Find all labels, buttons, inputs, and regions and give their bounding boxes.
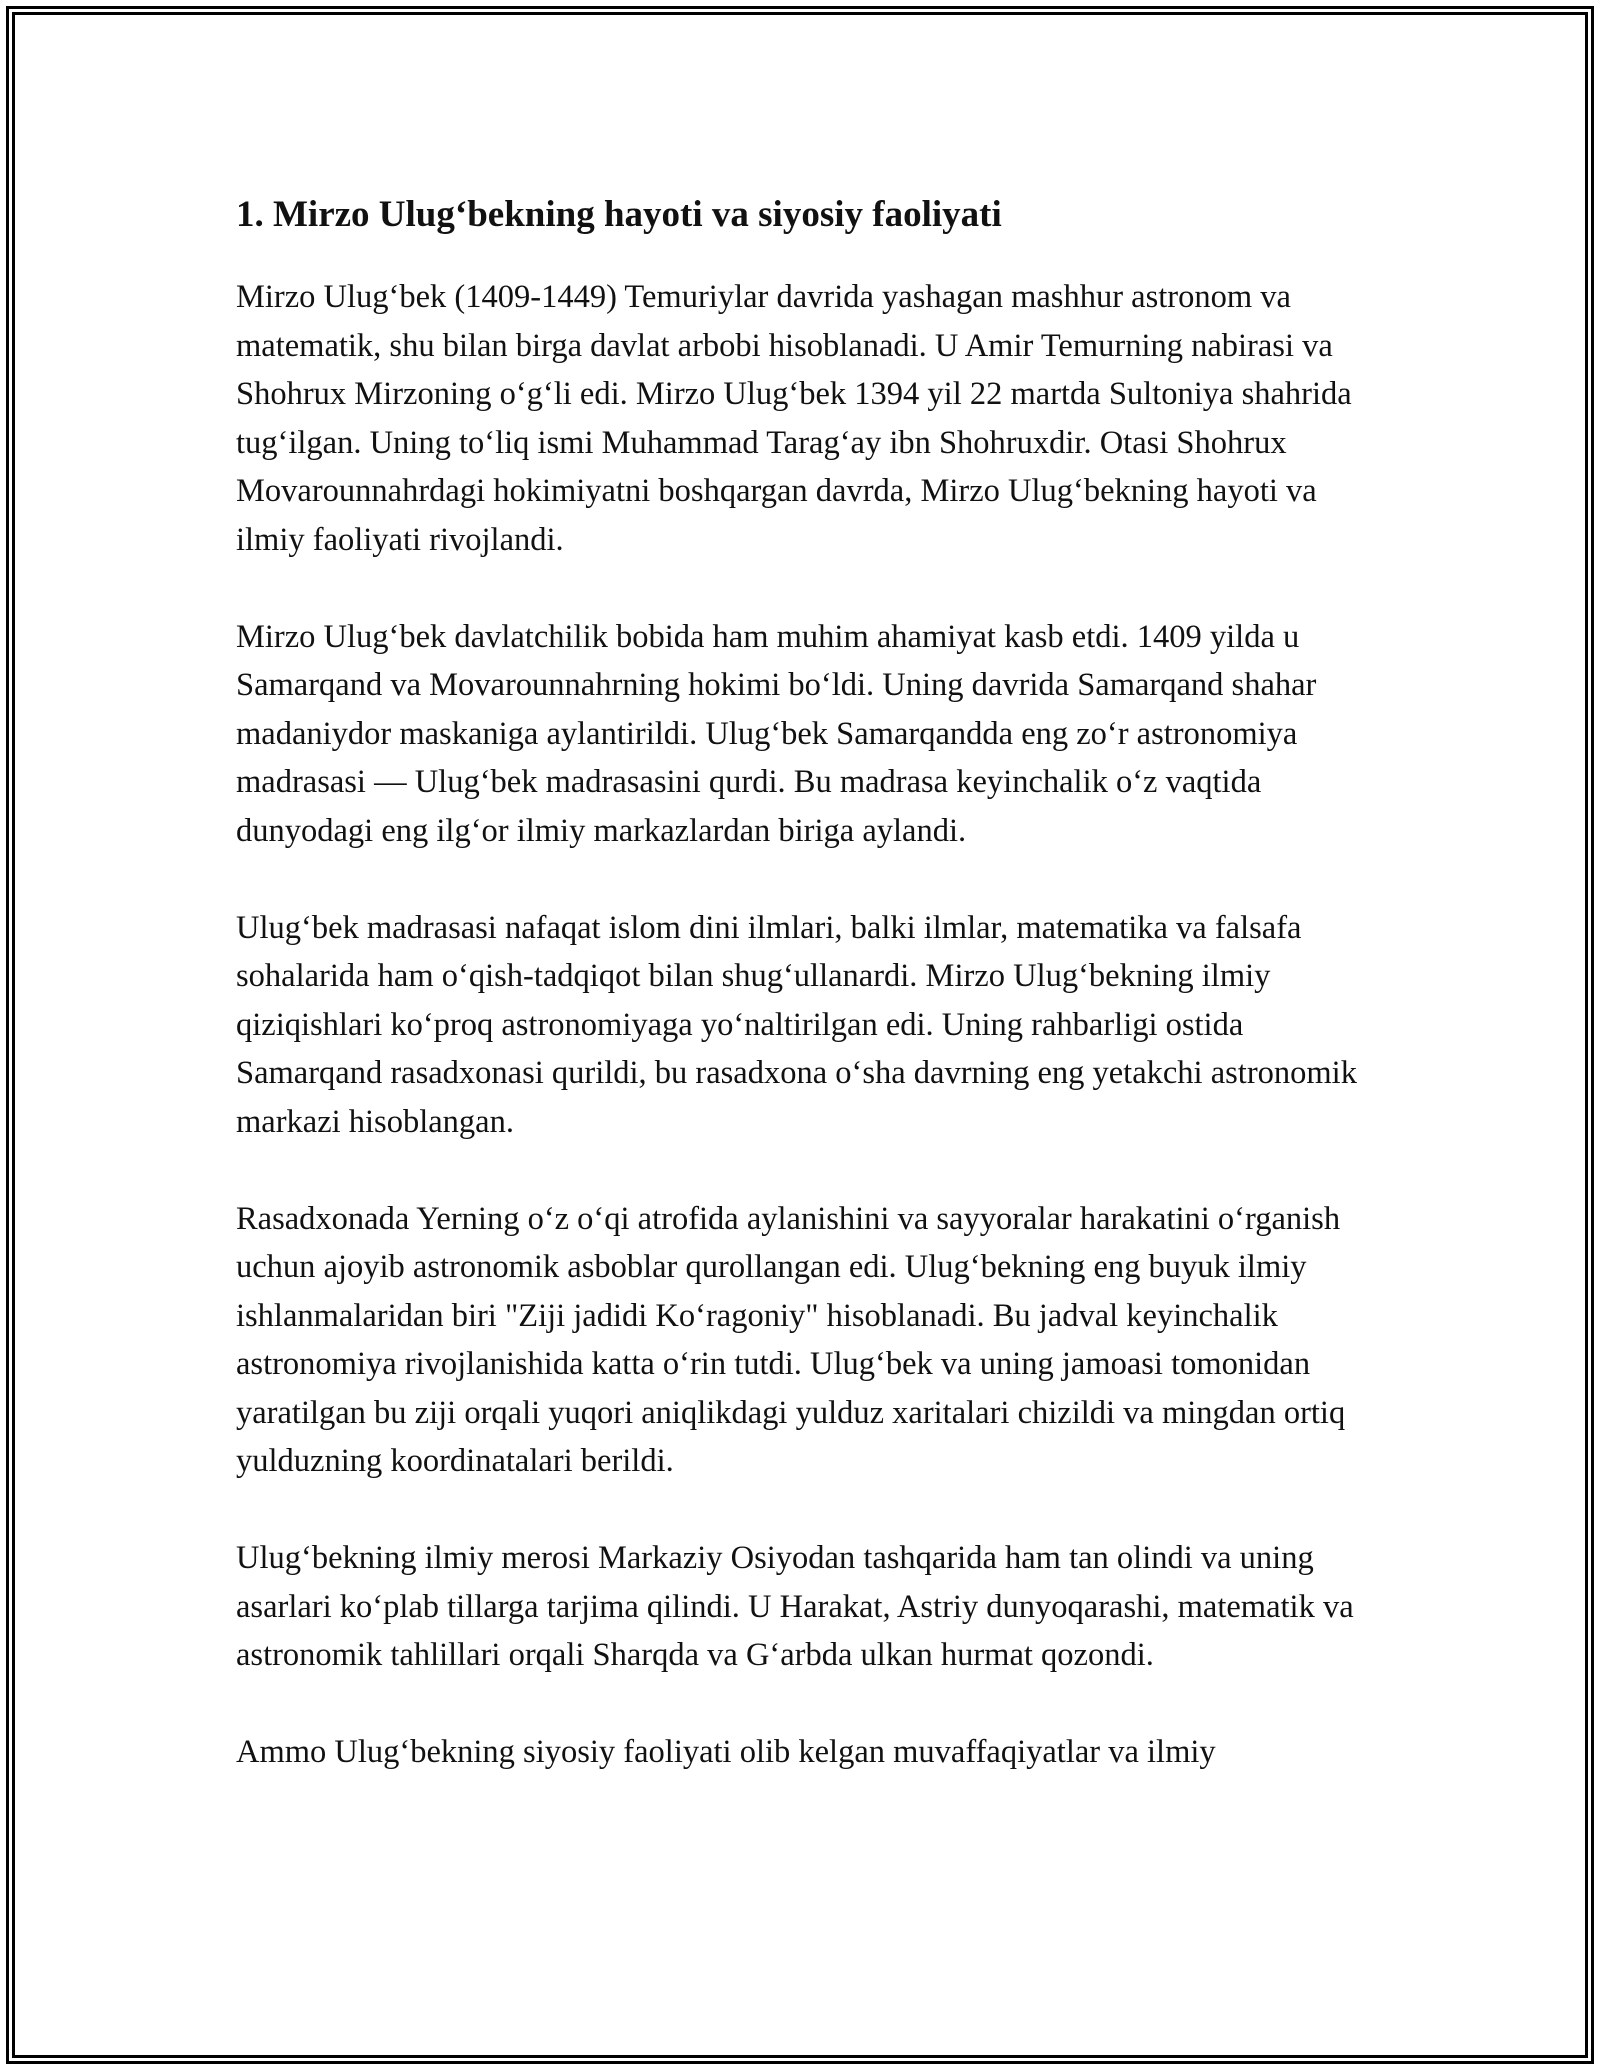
- paragraph: Rasadxonada Yerning o‘z o‘qi atrofida aylanishini va sayyoralar harakatini o‘rganish uchun ajoyib astronomik asboblar qurollangan edi. Ulug‘bekning eng buyuk ilmiy ishlanmalaridan biri "Ziji jadidi Ko‘ragoniy" hisoblanadi. Bu jadval keyinchalik astronomiya rivojlanishida katta o‘rin tutdi. Ulug‘bek va uning jamoasi tomonidan yaratilgan bu ziji orqali yuqori aniqlikdagi yulduz xaritalari chizildi va mingdan ortiq yulduzning koordinatalari berildi.: [236, 1200, 1346, 1479]
- paragraph: Mirzo Ulug‘bek davlatchilik bobida ham muhim ahamiyat kasb etdi. 1409 yilda u Samarqand va Movarounnahrning hokimi bo‘ldi. Uning davrida Samarqand shahar madaniydor maskaniga aylantirildi. Ulug‘bek Samarqandda eng zo‘r astronomiya madrasasi — Ulug‘bek madrasasini qurdi. Bu madrasa keyinchalik o‘z vaqtida dunyodagi eng ilg‘or ilmiy markazlardan biriga aylandi.: [236, 618, 1317, 849]
- paragraph: Mirzo Ulug‘bek (1409-1449) Temuriylar davrida yashagan mashhur astronom va matematik, shu bilan birga davlat arbobi hisoblanadi. U Amir Temurning nabirasi va Shohrux Mirzoning o‘g‘li edi. Mirzo Ulug‘bek 1394 yil 22 martda Sultoniya shahrida tug‘ilgan. Uning to‘liq ismi Muhammad Tarag‘ay ibn Shohruxdir. Otasi Shohrux Movarounnahrdagi hokimiyatni boshqargan davrda, Mirzo Ulug‘bekning hayoti va ilmiy faoliyati rivojlandi.: [236, 279, 1352, 558]
- section-heading: 1. Mirzo Ulug‘bekning hayoti va siyosiy faoliyati: [236, 194, 1002, 235]
- paragraph: Ulug‘bek madrasasi nafaqat islom dini ilmlari, balki ilmlar, matematika va falsafa sohalarida ham o‘qish-tadqiqot bilan shug‘ullanardi. Mirzo Ulug‘bekning ilmiy qiziqishlari ko‘proq astronomiyaga yo‘naltirilgan edi. Uning rahbarligi ostida Samarqand rasadxonasi qurildi, bu rasadxona o‘sha davrning eng yetakchi astronomik markazi hisoblangan.: [236, 909, 1357, 1140]
- document-body: [236, 185, 1376, 1825]
- paragraph: Ulug‘bekning ilmiy merosi Markaziy Osiyodan tashqarida ham tan olindi va uning asarlari ko‘plab tillarga tarjima qilindi. U Harakat, Astriy dunyoqarashi, matematik va astronomik tahlillari orqali Sharqda va G‘arbda ulkan hurmat qozondi.: [236, 1540, 1354, 1673]
- paragraph-truncated: Ammo Ulug‘bekning siyosiy faoliyati olib kelgan muvaffaqiyatlar va ilmiy: [236, 1734, 1216, 1770]
